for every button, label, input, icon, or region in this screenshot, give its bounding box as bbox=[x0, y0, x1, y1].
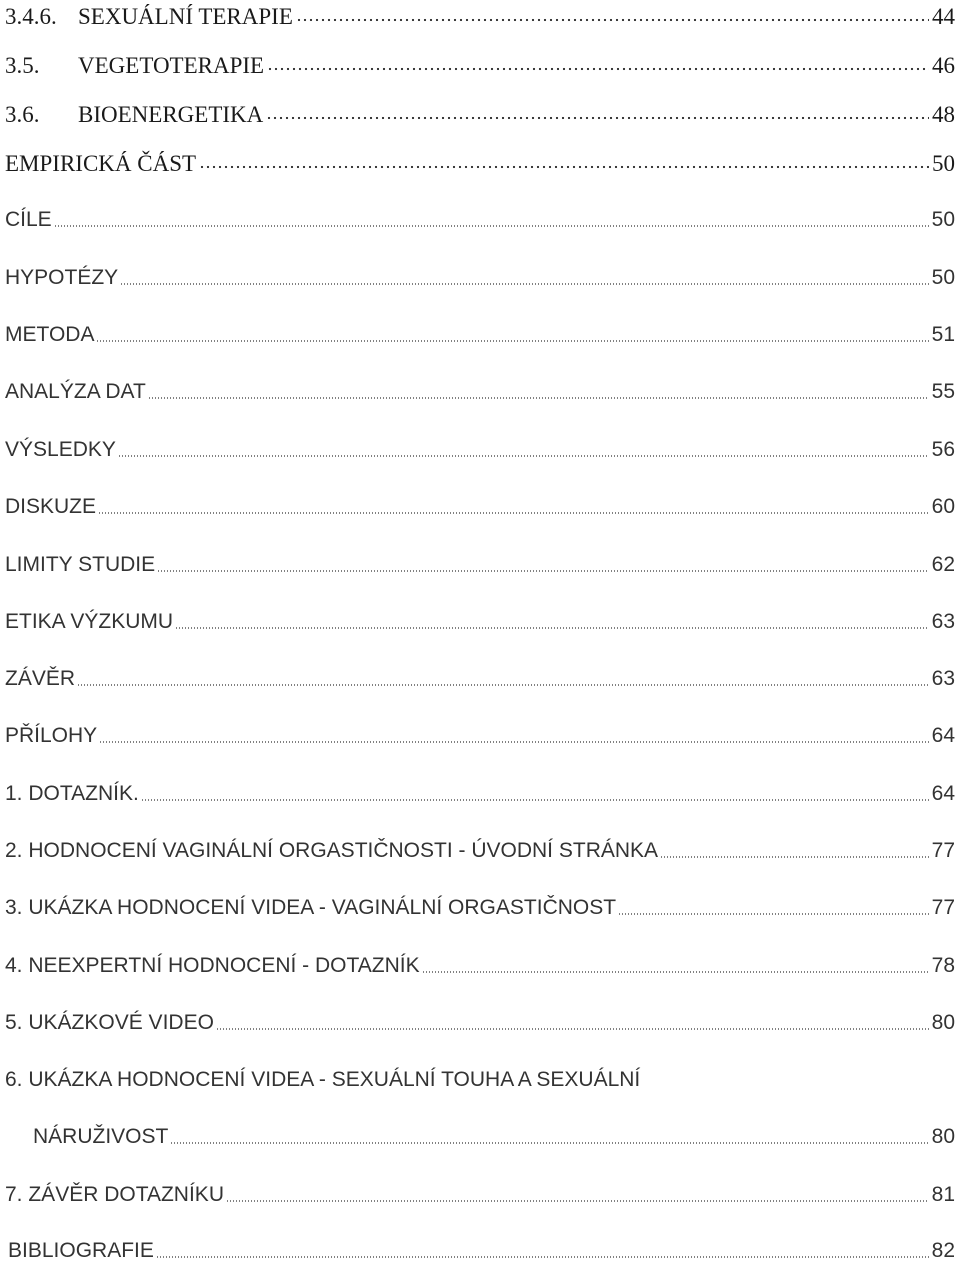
dot-leader bbox=[119, 455, 929, 457]
dot-leader bbox=[149, 397, 929, 399]
toc-entry-hypotezy[interactable] bbox=[5, 263, 955, 293]
dot-leader bbox=[619, 913, 929, 915]
toc-entry-etika-vyzkumu[interactable] bbox=[5, 607, 955, 637]
toc-entry-title: NEEXPERTNÍ HODNOCENÍ - DOTAZNÍK bbox=[28, 954, 420, 977]
toc-entry-number: 2. bbox=[5, 839, 23, 862]
dot-leader bbox=[100, 741, 928, 743]
toc-entry-title: DOTAZNÍK. bbox=[28, 782, 139, 805]
dot-leader bbox=[199, 163, 929, 171]
toc-entry-number: 3.5. bbox=[5, 53, 40, 78]
toc-entry-number: 6. bbox=[5, 1068, 23, 1091]
dot-leader bbox=[142, 799, 929, 801]
toc-entry-title: ZÁVĚR bbox=[5, 667, 76, 690]
toc-entry-zaver[interactable] bbox=[5, 664, 955, 694]
dot-leader bbox=[423, 971, 929, 973]
toc-entry-title: BIBLIOGRAFIE bbox=[8, 1239, 154, 1262]
dot-leader bbox=[158, 570, 929, 572]
toc-entry-number: 1. bbox=[5, 782, 23, 805]
toc-entry-zaver-dotazniku[interactable] bbox=[5, 1180, 955, 1210]
toc-entry-page: 51 bbox=[931, 323, 955, 346]
toc-entry-title: BIOENERGETIKA bbox=[78, 102, 264, 127]
dot-leader bbox=[97, 340, 928, 342]
dot-leader bbox=[296, 16, 929, 24]
toc-entry-title: NÁRUŽIVOST bbox=[33, 1125, 169, 1148]
dot-leader bbox=[217, 1028, 929, 1030]
toc-entry-page: 46 bbox=[932, 53, 955, 78]
toc-entry-ukazkove-video[interactable] bbox=[5, 1008, 955, 1038]
toc-entry-title: CÍLE bbox=[5, 208, 52, 231]
toc-entry-neexpertni-hodnoceni[interactable] bbox=[5, 951, 955, 981]
dot-leader bbox=[157, 1256, 929, 1258]
toc-entry-prilohy[interactable] bbox=[5, 721, 955, 751]
toc-entry-page: 62 bbox=[931, 553, 955, 576]
dot-leader bbox=[121, 283, 928, 285]
toc-entry-title: ANALÝZA DAT bbox=[5, 380, 146, 403]
dot-leader bbox=[171, 1142, 928, 1144]
toc-entry-title: VEGETOTERAPIE bbox=[78, 53, 265, 78]
dot-leader bbox=[78, 684, 929, 686]
toc-entry-number: 3. bbox=[5, 896, 23, 919]
toc-entry-page: 60 bbox=[931, 495, 955, 518]
toc-entry-title: DISKUZE bbox=[5, 495, 97, 518]
dot-leader bbox=[227, 1200, 929, 1202]
toc-entry-number: 5. bbox=[5, 1011, 23, 1034]
toc-entry-vegetoterapie[interactable] bbox=[5, 51, 955, 81]
toc-entry-page: 82 bbox=[931, 1239, 955, 1262]
dot-leader bbox=[55, 225, 929, 227]
toc-entry-ukazka-hodnoceni-vaginalni[interactable] bbox=[5, 893, 955, 923]
dot-leader bbox=[99, 512, 929, 514]
toc-entry-bibliografie[interactable] bbox=[8, 1236, 955, 1266]
toc-entry-title: ETIKA VÝZKUMU bbox=[5, 610, 174, 633]
toc-entry-ukazka-hodnoceni-touha[interactable] bbox=[5, 1065, 955, 1095]
toc-entry-page: 55 bbox=[931, 380, 955, 403]
toc-entry-naruzivost[interactable] bbox=[5, 1122, 955, 1152]
toc-entry-number: 3.6. bbox=[5, 102, 40, 127]
toc-entry-hodnoceni-vaginalni-orgasticnosti[interactable] bbox=[5, 836, 955, 866]
toc-entry-metoda[interactable] bbox=[5, 320, 955, 350]
toc-entry-title: VÝSLEDKY bbox=[5, 438, 116, 461]
toc-entry-page: 63 bbox=[931, 610, 955, 633]
toc-entry-title: METODA bbox=[5, 323, 95, 346]
toc-entry-number: 3.4.6. bbox=[5, 4, 57, 29]
toc-entry-title: UKÁZKA HODNOCENÍ VIDEA - VAGINÁLNÍ ORGASTIČNOST bbox=[28, 896, 617, 919]
toc-entry-page: 64 bbox=[931, 782, 955, 805]
dot-leader bbox=[267, 65, 929, 73]
toc-entry-number: 7. bbox=[5, 1183, 23, 1206]
toc-entry-page: 44 bbox=[932, 4, 955, 29]
toc-entry-bioenergetika[interactable] bbox=[5, 100, 955, 130]
toc-entry-analyza-dat[interactable] bbox=[5, 377, 955, 407]
toc-entry-dotaznik[interactable] bbox=[5, 779, 955, 809]
toc-entry-page: 56 bbox=[931, 438, 955, 461]
toc-entry-page: 50 bbox=[932, 151, 955, 176]
toc-entry-page: 50 bbox=[931, 266, 955, 289]
toc-entry-page: 63 bbox=[931, 667, 955, 690]
toc-entry-page: 50 bbox=[931, 208, 955, 231]
toc-entry-empiricka-cast[interactable] bbox=[5, 149, 955, 179]
toc-entry-cile[interactable] bbox=[5, 205, 955, 235]
toc-entry-title: HYPOTÉZY bbox=[5, 266, 119, 289]
toc-entry-title: UKÁZKOVÉ VIDEO bbox=[28, 1011, 214, 1034]
toc-entry-title: HODNOCENÍ VAGINÁLNÍ ORGASTIČNOSTI - ÚVODNÍ STRÁNKA bbox=[28, 839, 659, 862]
toc-entry-title: SEXUÁLNÍ TERAPIE bbox=[78, 4, 293, 29]
dot-leader bbox=[176, 627, 929, 629]
toc-entry-title: ZÁVĚR DOTAZNÍKU bbox=[28, 1183, 224, 1206]
dot-leader bbox=[266, 114, 929, 122]
toc-entry-vysledky[interactable] bbox=[5, 435, 955, 465]
toc-entry-title: PŘÍLOHY bbox=[5, 724, 98, 747]
toc-entry-sexualni-terapie[interactable] bbox=[5, 2, 955, 32]
toc-entry-page: 80 bbox=[931, 1125, 955, 1148]
toc-entry-number: 4. bbox=[5, 954, 23, 977]
toc-entry-diskuze[interactable] bbox=[5, 492, 955, 522]
toc-entry-page: 78 bbox=[931, 954, 955, 977]
toc-entry-title: UKÁZKA HODNOCENÍ VIDEA - SEXUÁLNÍ TOUHA A SEXUÁLNÍ bbox=[28, 1068, 641, 1091]
toc-entry-page: 77 bbox=[931, 839, 955, 862]
toc-entry-page: 64 bbox=[931, 724, 955, 747]
toc-entry-page: 77 bbox=[931, 896, 955, 919]
dot-leader bbox=[661, 856, 929, 858]
toc-entry-limity-studie[interactable] bbox=[5, 550, 955, 580]
toc-entry-page: 81 bbox=[931, 1183, 955, 1206]
toc-entry-page: 48 bbox=[932, 102, 955, 127]
toc-entry-title: LIMITY STUDIE bbox=[5, 553, 156, 576]
toc-entry-page: 80 bbox=[931, 1011, 955, 1034]
toc-entry-title: EMPIRICKÁ ČÁST bbox=[5, 151, 197, 176]
